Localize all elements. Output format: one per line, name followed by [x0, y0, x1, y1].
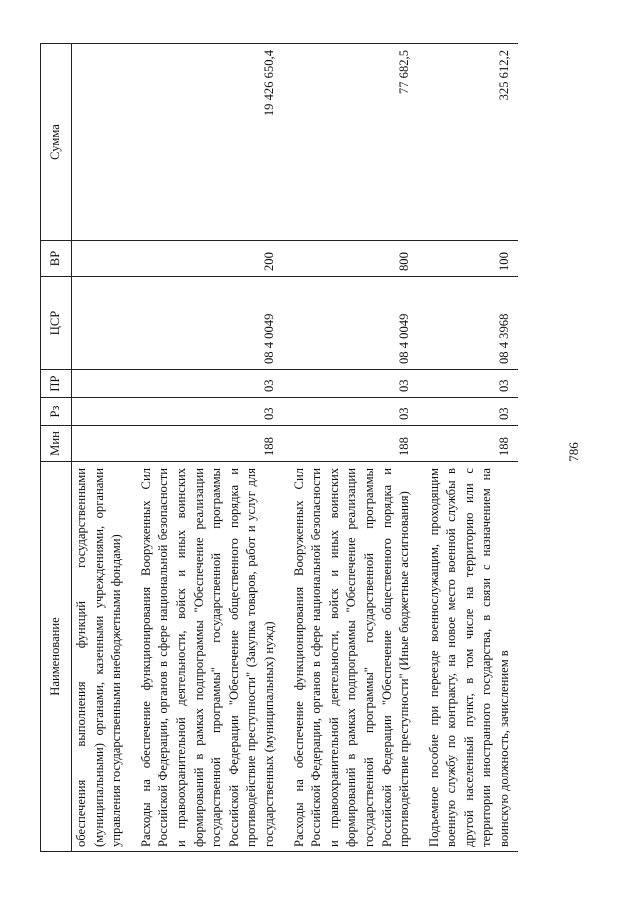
- row-name: Подъемное пособие при переезде военнослужащим, проходящим военную службу по контракту, на новое место военной службы в другой населенный пункт, в том числе на территорию или с территории иностранного государства, в связи с назначением на воинскую должность, зачислением в: [418, 462, 518, 852]
- row-vr: [72, 241, 130, 277]
- page-number: 786: [566, 442, 581, 462]
- row-csr: [72, 277, 130, 370]
- table-header-row: [41, 44, 72, 852]
- row-pr: 03: [130, 370, 283, 398]
- header-pr: ПР: [41, 370, 72, 398]
- row-sum: 325 612,2: [418, 44, 518, 241]
- row-name: Расходы на обеспечение функционирования Вооруженных Сил Российской Федерации, органов в сфере национальной безопасности и правоохранительной деятельности, войск и иных воинских формирований в рамках подпрограммы "Обеспечение реализации государственной программы" государственной программы Российской Федерации "Обеспечение общественного порядка и противодействие преступности" (Закупка товаров, работ и услуг для государственных (муниципальных) нужд): [130, 462, 283, 852]
- row-pr: 03: [418, 370, 518, 398]
- row-rz: 03: [130, 398, 283, 426]
- row-rz: [72, 398, 130, 426]
- row-name: Расходы на обеспечение функционирования Вооруженных Сил Российской Федерации, органов в сфере национальной безопасности и правоохранительной деятельности, войск и иных воинских формирований в рамках подпрограммы "Обеспечение реализации государственной программы" государственной программы Российской Федерации "Обеспечение общественного порядка и противодействие преступности" (Иные бюджетные ассигнования): [283, 462, 418, 852]
- row-pr: 03: [283, 370, 418, 398]
- row-min: 188: [418, 426, 518, 462]
- row-csr: 08 4 0049: [130, 277, 283, 370]
- budget-table: [40, 43, 518, 852]
- header-csr: ЦСР: [41, 277, 72, 370]
- row-name: обеспечения выполнения функций государственными (муниципальными) органами, казенными учреждениями, органами управления государственными внебюджетными фондами): [72, 462, 130, 852]
- row-min: [72, 426, 130, 462]
- table-row: [130, 44, 283, 852]
- header-rz: Рз: [41, 398, 72, 426]
- row-sum: [72, 44, 130, 241]
- budget-sheet: [40, 44, 580, 852]
- table-row: [418, 44, 518, 852]
- row-vr: 100: [418, 241, 518, 277]
- header-min: Мин: [41, 426, 72, 462]
- row-pr: [72, 370, 130, 398]
- row-sum: 19 426 650,4: [130, 44, 283, 241]
- row-sum: 77 682,5: [283, 44, 418, 241]
- header-name: Наименование: [41, 462, 72, 852]
- header-vr: ВР: [41, 241, 72, 277]
- row-min: 188: [283, 426, 418, 462]
- row-vr: 800: [283, 241, 418, 277]
- table-row: [72, 44, 130, 852]
- row-csr: 08 4 3968: [418, 277, 518, 370]
- row-min: 188: [130, 426, 283, 462]
- table-row: [283, 44, 418, 852]
- header-sum: Сумма: [41, 44, 72, 241]
- row-rz: 03: [283, 398, 418, 426]
- row-rz: 03: [418, 398, 518, 426]
- row-csr: 08 4 0049: [283, 277, 418, 370]
- row-vr: 200: [130, 241, 283, 277]
